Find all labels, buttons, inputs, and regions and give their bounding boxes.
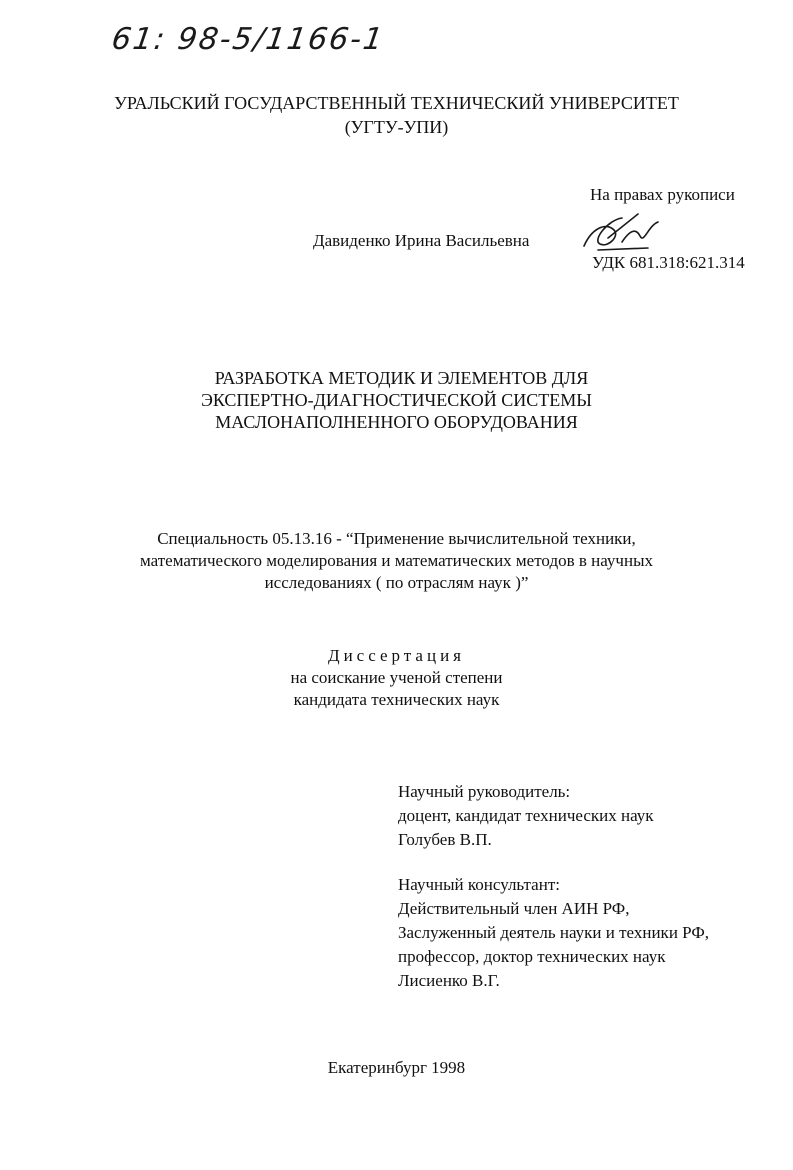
consultant-line-2: Заслуженный деятель науки и техники РФ,	[398, 923, 710, 942]
university-name: УРАЛЬСКИЙ ГОСУДАРСТВЕННЫЙ ТЕХНИЧЕСКИЙ УНИВЕРСИТЕТ	[114, 93, 679, 113]
consultant-line-1: Действительный член АИН РФ,	[398, 899, 630, 918]
title-line-1: РАЗРАБОТКА МЕТОДИК И ЭЛЕМЕНТОВ ДЛЯ	[214, 368, 589, 388]
specialty-line-3: исследованиях ( по отраслям наук )”	[264, 573, 529, 592]
dissertation-word: Диссертация	[327, 646, 465, 665]
supervisor-name: Голубев В.П.	[398, 830, 492, 849]
consultant-name: Лисиенко В.Г.	[398, 971, 500, 990]
author-name: Давиденко Ирина Васильевна	[313, 231, 530, 250]
supervisor-title: доцент, кандидат технических наук	[398, 806, 654, 825]
degree-line-1: на соискание ученой степени	[290, 668, 503, 687]
archive-code: 61: 98-5/1166-1	[109, 22, 387, 57]
dissertation-title	[0, 367, 793, 433]
manuscript-rights: На правах рукописи	[590, 185, 735, 204]
title-line-3: МАСЛОНАПОЛНЕННОГО ОБОРУДОВАНИЯ	[215, 412, 578, 432]
specialty-line-2: математического моделирования и математических методов в научных	[140, 551, 653, 570]
degree-line-2: кандидата технических наук	[293, 690, 500, 709]
udk-code: УДК 681.318:621.314	[592, 253, 745, 272]
title-line-2: ЭКСПЕРТНО-ДИАГНОСТИЧЕСКОЙ СИСТЕМЫ	[200, 390, 593, 410]
consultant-block	[398, 874, 709, 992]
supervisor-block	[398, 781, 654, 851]
university-abbr: (УГТУ-УПИ)	[344, 117, 449, 137]
dissertation-block	[0, 645, 793, 711]
supervisor-heading: Научный руководитель:	[398, 782, 571, 801]
specialty-line-1: Специальность 05.13.16 - “Применение вычислительной техники,	[157, 529, 636, 548]
consultant-heading: Научный консультант:	[398, 875, 560, 894]
city-year: Екатеринбург 1998	[327, 1058, 466, 1077]
consultant-line-3: профессор, доктор технических наук	[398, 947, 666, 966]
signature-image	[578, 208, 664, 258]
specialty-block	[0, 528, 793, 594]
university-header	[0, 92, 793, 138]
